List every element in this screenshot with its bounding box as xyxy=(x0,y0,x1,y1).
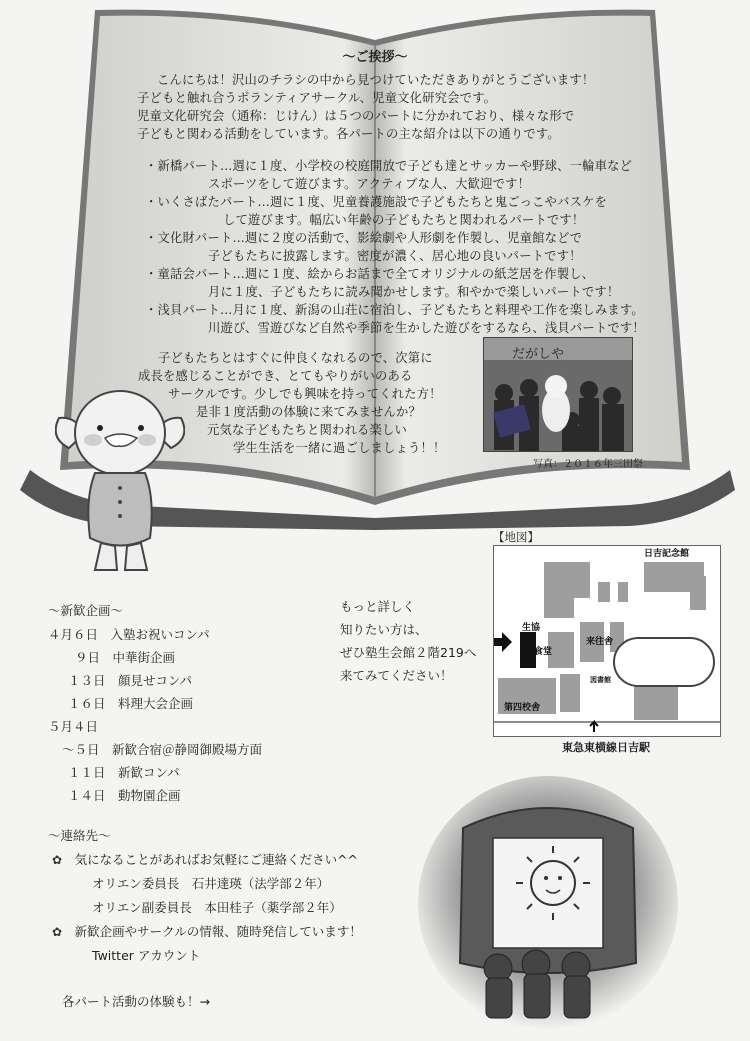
event-item xyxy=(48,625,210,643)
flower-bullet-icon: ✿ xyxy=(52,925,63,939)
campus-map xyxy=(493,545,721,737)
event-date: １４日 xyxy=(68,788,106,803)
event-date: １１日 xyxy=(68,765,106,780)
closing-line: 子どもたちとはすぐに仲良くなれるので、次第に xyxy=(158,351,433,365)
event-date: １６日 xyxy=(68,696,106,711)
part-line: スポーツをして遊びます。アクティブな人、大歓迎です！ xyxy=(208,177,531,191)
map-label-dai4: 第四校舎 xyxy=(504,703,541,713)
contact-line: ✿ 気になることがあればお気軽にご連絡ください^^ xyxy=(52,852,359,867)
contact-title: 〜連絡先〜 xyxy=(48,828,111,843)
intro-line: こんにちは！沢山のチラシの中から見つけていただきありがとうございます！ xyxy=(157,73,595,87)
event-item xyxy=(68,671,192,689)
location-line: 知りたい方は、 xyxy=(340,622,428,637)
event-date: １３日 xyxy=(68,673,106,688)
part-line: ・童話会パート…週に１度、絵からお話まで全てオリジナルの紙芝居を作製し、 xyxy=(145,267,595,281)
event-item xyxy=(75,648,175,666)
theater-illustration xyxy=(418,768,678,1030)
location-line: もっと詳しく xyxy=(340,599,416,614)
event-text: 新歓合宿＠静岡御殿場方面 xyxy=(112,742,263,757)
map-label: 【地図】 xyxy=(493,530,539,544)
map-label-memorial: 日吉記念館 xyxy=(644,549,690,559)
event-text: 動物園企画 xyxy=(118,788,181,803)
closing-line: 学生生活を一緒に過ごしましょう！！ xyxy=(233,441,446,455)
event-item xyxy=(48,717,98,735)
map-label-raiosha: 来往舎 xyxy=(586,637,614,647)
intro-line: 子どもと関わる活動をしています。各パートの主な紹介は以下の通りです。 xyxy=(137,127,560,141)
flower-bullet-icon: ✿ xyxy=(52,853,63,867)
part-line: ・文化財パート…週に２度の活動で、影絵劇や人形劇を作製し、児童館などで xyxy=(145,231,583,245)
events-title: 〜新歓企画〜 xyxy=(48,603,124,618)
event-item xyxy=(62,740,262,758)
map-label-library: 図書館 xyxy=(590,676,611,684)
footer-note: 各パート活動の体験も！→ xyxy=(62,994,210,1009)
event-item xyxy=(68,786,181,804)
map-label-seikyo: 生協 xyxy=(522,623,541,633)
intro-line: 児童文化研究会（通称：じけん）は５つのパートに分かれており、様々な形で xyxy=(137,109,575,123)
duck-mascot-illustration xyxy=(55,378,185,578)
contact-line: ✿ 新歓企画やサークルの情報、随時発信しています！ xyxy=(52,924,362,939)
event-text: 料理大会企画 xyxy=(118,696,194,711)
part-line: 子どもたちに披露します。密度が濃く、居心地の良いパートです！ xyxy=(208,249,582,263)
photo-caption: 写真：２０１６年三田祭 xyxy=(533,459,643,470)
contact-vice: オリエン副委員長 本田桂子（薬学部２年） xyxy=(92,900,342,915)
event-date: 〜５日 xyxy=(62,742,100,757)
location-line: ぜひ塾生会館２階219へ xyxy=(340,645,477,660)
map-label-shokudo: 食堂 xyxy=(534,647,553,657)
closing-line: サークルです。少しでも興味を持ってくれた方！ xyxy=(168,387,442,401)
part-line: 月に１度、子どもたちに読み聞かせします。和やかで楽しいパートです！ xyxy=(208,285,620,299)
part-line: ・新橋パート…週に１度、小学校の校庭開放で子ども達とサッカーや野球、一輪車など xyxy=(145,159,633,173)
contact-chair: オリエン委員長 石井達瑛（法学部２年） xyxy=(92,876,330,891)
part-line: ・いくさばたパート…週に１度、児童養護施設で子どもたちと鬼ごっこやバスケを xyxy=(145,195,608,209)
event-text: 入塾お祝いコンパ xyxy=(110,627,210,642)
group-photo xyxy=(483,337,633,452)
map-station-label: 東急東横線日吉駅 xyxy=(562,741,650,754)
event-date: ４月６日 xyxy=(48,627,99,642)
part-line: 川遊び、雪遊びなど自然や季節を生かした遊びをするなら、浅貝パートです！ xyxy=(208,321,645,335)
closing-line: 是非１度活動の体験に来てみませんか？ xyxy=(196,405,421,419)
closing-line: 成長を感じることができ、とてもやりがいのある xyxy=(138,369,413,383)
event-text: 中華街企画 xyxy=(112,650,176,665)
photo-sign-text: だがしや xyxy=(512,347,565,362)
location-line: 来てみてください！ xyxy=(340,668,453,683)
event-text: 顔見せコンパ xyxy=(118,673,193,688)
part-line: して遊びます。幅広い年齢の子どもたちと関われるパートです！ xyxy=(223,213,585,227)
event-item xyxy=(68,694,193,712)
event-text: 新歓コンパ xyxy=(118,765,180,780)
event-item xyxy=(68,763,180,781)
closing-line: 元気な子どもたちと関われる楽しい xyxy=(207,423,407,437)
event-date: ９日 xyxy=(75,650,101,665)
event-date: ５月４日 xyxy=(48,719,99,734)
part-line: ・浅貝パート…月に１度、新潟の山荘に宿泊し、子どもたちと料理や工作を楽しみます。 xyxy=(145,303,644,317)
greeting-title: 〜ご挨拶〜 xyxy=(342,50,408,65)
intro-line: 子どもと触れ合うボランティアサークル、児童文化研究会です。 xyxy=(137,91,497,105)
twitter-account-label[interactable]: Twitter アカウント xyxy=(92,948,201,963)
